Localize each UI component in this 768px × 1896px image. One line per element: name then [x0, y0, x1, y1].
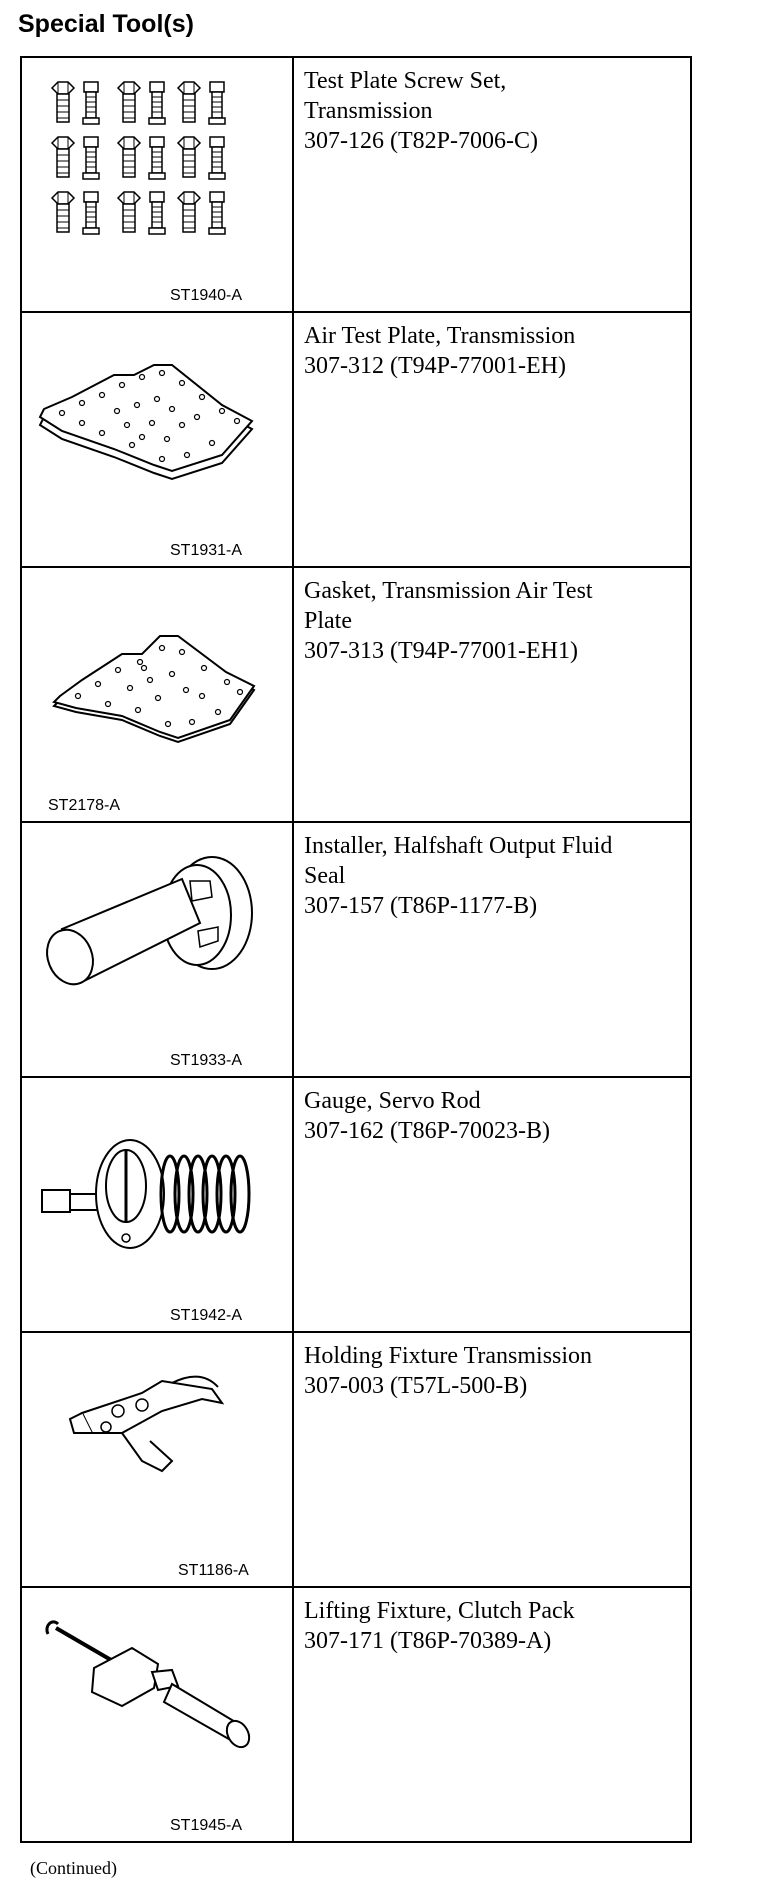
tool-number: 307-157 (T86P-1177-B) [304, 893, 538, 919]
tool-name-line: Gauge, Servo Rod [304, 1088, 481, 1114]
tool-description [293, 822, 691, 1077]
tool-number: 307-171 (T86P-70389-A) [304, 1628, 552, 1654]
tool-row [21, 1077, 691, 1332]
tool-name-line: Gasket, Transmission Air Test [304, 578, 593, 604]
tool-description [293, 312, 691, 567]
tool-name-line: Lifting Fixture, Clutch Pack [304, 1598, 575, 1624]
tool-figure-code: ST1940-A [170, 287, 243, 304]
tool-name-line: Air Test Plate, Transmission [304, 323, 576, 349]
tool-figure-code: ST1945-A [170, 1817, 243, 1834]
tool-number: 307-162 (T86P-70023-B) [304, 1118, 550, 1144]
tool-row [21, 312, 691, 567]
tool-description [293, 1077, 691, 1332]
tool-description [293, 567, 691, 822]
tool-figure-code: ST1942-A [170, 1307, 243, 1324]
continued-note: (Continued) [30, 1858, 117, 1878]
tool-number: 307-126 (T82P-7006-C) [304, 128, 538, 154]
gasket-icon [22, 568, 292, 821]
special-tools-table [20, 56, 692, 1843]
tool-name-line: Seal [304, 863, 346, 889]
air-test-plate-icon [22, 313, 292, 566]
tool-row [21, 822, 691, 1077]
tool-figure-code: ST2178-A [48, 797, 121, 814]
tool-row [21, 1332, 691, 1587]
tool-image-cell [21, 57, 293, 312]
tool-image-cell [21, 822, 293, 1077]
tool-description [293, 57, 691, 312]
tool-row [21, 1587, 691, 1842]
tool-image-cell [21, 312, 293, 567]
tool-description [293, 1587, 691, 1842]
servo-gauge-icon [22, 1078, 292, 1331]
tool-image-cell [21, 567, 293, 822]
tool-row [21, 57, 691, 312]
tool-figure-code: ST1933-A [170, 1052, 243, 1069]
tool-figure-code: ST1186-A [178, 1562, 249, 1579]
tool-image-cell [21, 1077, 293, 1332]
tool-name-line: Test Plate Screw Set, [304, 68, 507, 94]
tool-number: 307-003 (T57L-500-B) [304, 1373, 528, 1399]
tool-name-line: Plate [304, 608, 352, 634]
seal-installer-icon [22, 823, 292, 1076]
tool-image-cell [21, 1332, 293, 1587]
tool-description [293, 1332, 691, 1587]
tool-name-line: Holding Fixture Transmission [304, 1343, 593, 1369]
screw-set-icon [22, 58, 292, 311]
tool-number: 307-313 (T94P-77001-EH1) [304, 638, 578, 664]
holding-fixture-icon [22, 1333, 292, 1586]
tool-figure-code: ST1931-A [170, 542, 243, 559]
tool-name-line: Installer, Halfshaft Output Fluid [304, 833, 613, 859]
tool-name-line: Transmission [304, 98, 433, 124]
tool-number: 307-312 (T94P-77001-EH) [304, 353, 566, 379]
tool-image-cell [21, 1587, 293, 1842]
tool-row [21, 567, 691, 822]
lifting-fixture-icon [22, 1588, 292, 1841]
page-title: Special Tool(s) [18, 10, 194, 38]
